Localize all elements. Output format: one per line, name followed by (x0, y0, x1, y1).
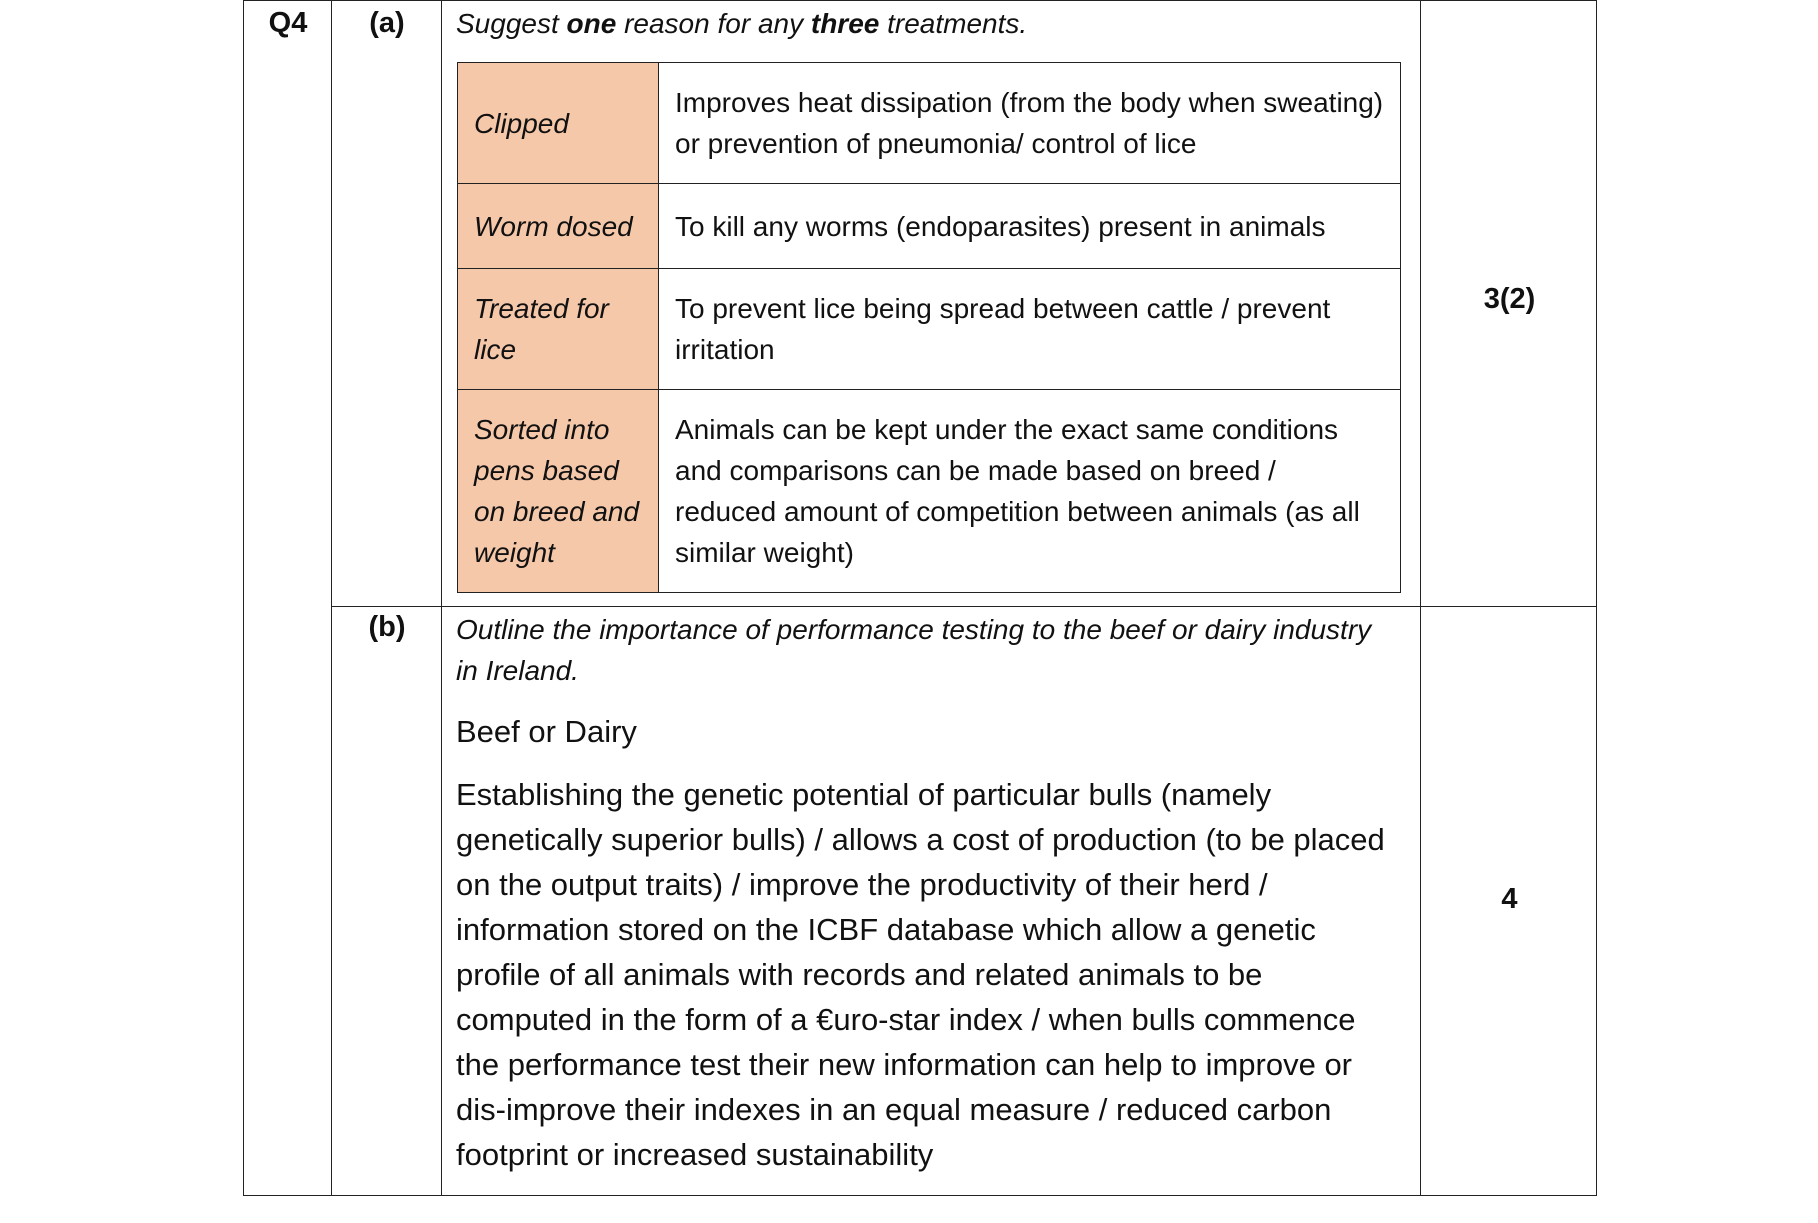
part-a-prompt (456, 3, 1396, 44)
part-a-marks: 3(2) (1483, 283, 1536, 315)
marking-scheme-table (243, 0, 1597, 1196)
part-b-label: (b) (368, 611, 406, 643)
part-b-subheading: Beef or Dairy (456, 714, 637, 749)
prompt-emphasis: three (810, 8, 880, 39)
table-row (458, 390, 1401, 593)
part-b-prompt: Outline the importance of performance testing to the beef or dairy industry in Ireland. (456, 614, 1372, 686)
part-b-answer: Establishing the genetic potential of particular bulls (namely genetically superior bulls) / allows a cost of production (to be placed on the output traits) / improve the productivity of their herd / information stored on the ICBF database which allow a genetic profile of all animals with records and related animals to be computed in the form of a €uro-star index / when bulls commence the performance test their new information can help to improve or dis-improve their indexes in an equal measure / reduced carbon footprint or increased sustainability (456, 777, 1385, 1172)
treatments-table (457, 62, 1401, 593)
treatment-reason: To kill any worms (endoparasites) present in animals (659, 184, 1401, 269)
prompt-text: Suggest (456, 8, 567, 39)
table-row (458, 269, 1401, 390)
prompt-text: treatments. (879, 8, 1028, 39)
column-divider (1420, 1, 1421, 1195)
treatment-name: Sorted into pens based on breed and weight (458, 390, 659, 593)
treatment-reason: Animals can be kept under the exact same conditions and comparisons can be made based on breed / reduced amount of competition between animals (as all similar weight) (659, 390, 1401, 593)
treatment-reason: Improves heat dissipation (from the body when sweating) or prevention of pneumonia/ control of lice (659, 63, 1401, 184)
part-a-label: (a) (369, 7, 405, 39)
prompt-emphasis: one (566, 8, 617, 39)
question-number: Q4 (268, 7, 308, 39)
treatment-name: Worm dosed (458, 184, 659, 269)
treatment-name: Clipped (458, 63, 659, 184)
row-divider (331, 606, 1597, 607)
table-row (458, 63, 1401, 184)
treatment-reason: To prevent lice being spread between cattle / prevent irritation (659, 269, 1401, 390)
prompt-text: reason for any (616, 8, 811, 39)
table-row (458, 184, 1401, 269)
part-b-marks: 4 (1501, 883, 1518, 915)
treatment-name: Treated for lice (458, 269, 659, 390)
column-divider (331, 1, 332, 1195)
column-divider (441, 1, 442, 1195)
